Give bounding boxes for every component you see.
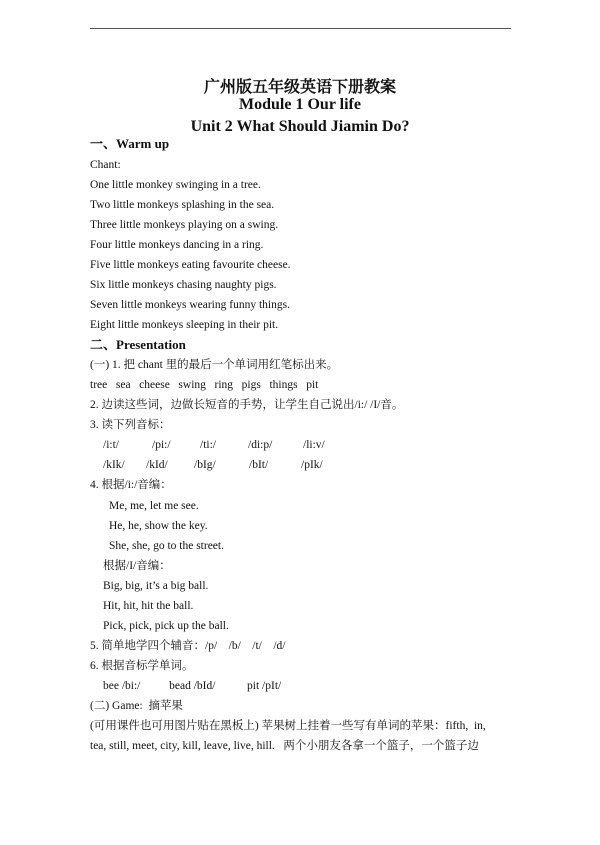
game-description: tea, still, meet, city, kill, leave, live, hill. 两个小朋友各拿一个篮子，一个篮子边 xyxy=(90,740,479,752)
phonetic-long: /li:v/ xyxy=(303,439,325,451)
phonetic-long: /i:t/ xyxy=(103,439,119,451)
step-text: 3. 读下列音标： xyxy=(90,419,171,431)
module-title: Module 1 Our life xyxy=(239,96,361,113)
section-heading-presentation: 二、Presentation xyxy=(90,337,186,352)
step-text: 2. 边读这些词，边做长短音的手势，让学生自己说出/i:/ /I/音。 xyxy=(90,399,404,411)
phonetic-short: /kId/ xyxy=(146,459,168,471)
section-heading-warmup: 一、Warm up xyxy=(90,136,170,151)
phonetic-short: /pIk/ xyxy=(301,459,323,471)
header-rule xyxy=(90,28,511,29)
game-heading: (二) Game: 摘苹果 xyxy=(90,700,183,712)
rhyme-label: 根据/I/音编： xyxy=(103,560,171,572)
step-text: 6. 根据音标学单词。 xyxy=(90,660,194,672)
game-description: (可用课件也可用图片贴在黑板上) 苹果树上挂着一些写有单词的苹果：fifth, in, xyxy=(90,720,486,732)
chant-line: Two little monkeys splashing in the sea. xyxy=(90,199,275,211)
step-text: 5. 简单地学四个辅音：/p/ /b/ /t/ /d/ xyxy=(90,640,286,652)
chant-line: Eight little monkeys sleeping in their pit. xyxy=(90,319,279,331)
step-text: (一) 1. 把 chant 里的最后一个单词用红笔标出来。 xyxy=(90,359,339,371)
phonetic-short: /bIg/ xyxy=(194,459,216,471)
rhyme-line: She, she, go to the street. xyxy=(109,540,224,552)
phonetic-long: /pi:/ xyxy=(152,439,171,451)
chant-line: Six little monkeys chasing naughty pigs. xyxy=(90,279,277,291)
rhyme-line: He, he, show the key. xyxy=(109,520,208,532)
chant-line: Four little monkeys dancing in a ring. xyxy=(90,239,264,251)
phonetic-short: /kIk/ xyxy=(103,459,125,471)
chant-line: Three little monkeys playing on a swing. xyxy=(90,219,279,231)
phonetic-long: /di:p/ xyxy=(248,439,273,451)
rhyme-line: Pick, pick, pick up the ball. xyxy=(103,620,229,632)
word-list: tree sea cheese swing ring pigs things pit xyxy=(90,379,319,391)
vocab-line: bee /bi:/ bead /bId/ pit /pIt/ xyxy=(103,680,282,692)
rhyme-line: Hit, hit, hit the ball. xyxy=(103,600,194,612)
chant-line: Five little monkeys eating favourite cheese. xyxy=(90,259,291,271)
step-text: 4. 根据/i:/音编： xyxy=(90,479,172,491)
unit-title: Unit 2 What Should Jiamin Do? xyxy=(190,118,410,135)
rhyme-line: Big, big, it’s a big ball. xyxy=(103,580,209,592)
phonetic-long: /ti:/ xyxy=(200,439,216,451)
phonetic-short: /bIt/ xyxy=(249,459,269,471)
rhyme-line: Me, me, let me see. xyxy=(109,500,199,512)
chant-line: One little monkey swinging in a tree. xyxy=(90,179,261,191)
chant-label: Chant: xyxy=(90,159,121,171)
chant-line: Seven little monkeys wearing funny things. xyxy=(90,299,290,311)
document-title: 广州版五年级英语下册教案 xyxy=(203,79,396,96)
